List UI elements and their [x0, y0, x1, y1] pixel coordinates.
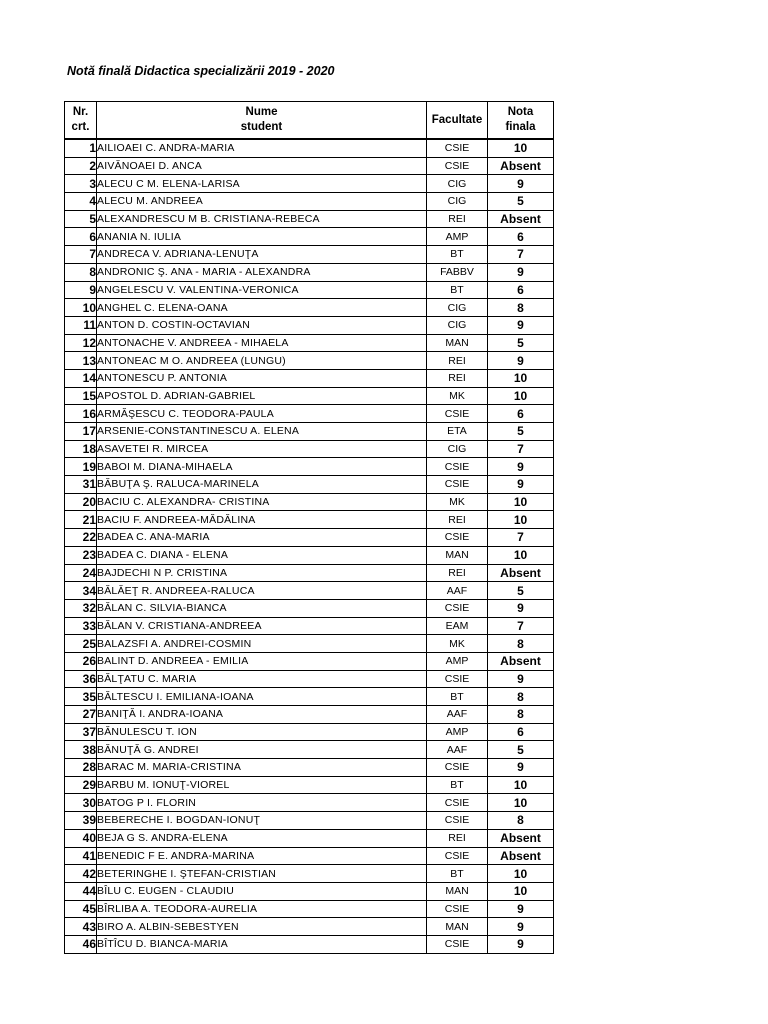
- table-row: [65, 387, 554, 405]
- final-grade: 5: [488, 741, 554, 759]
- faculty-code: AMP: [427, 652, 488, 670]
- row-number: 2: [65, 157, 97, 175]
- table-row: [65, 316, 554, 334]
- table-row: [65, 405, 554, 423]
- table-row: [65, 847, 554, 865]
- student-name: ANANIA N. IULIA: [97, 228, 427, 246]
- faculty-code: CIG: [427, 316, 488, 334]
- row-number: 21: [65, 511, 97, 529]
- table-row: [65, 652, 554, 670]
- student-name: BEJA G S. ANDRA-ELENA: [97, 829, 427, 847]
- table-row: [65, 139, 554, 157]
- final-grade: 10: [488, 369, 554, 387]
- row-number: 29: [65, 776, 97, 794]
- final-grade: Absent: [488, 847, 554, 865]
- row-number: 20: [65, 493, 97, 511]
- row-number: 23: [65, 546, 97, 564]
- header-grade: Nota finala: [488, 102, 554, 140]
- faculty-code: BT: [427, 865, 488, 883]
- table-row: [65, 440, 554, 458]
- row-number: 38: [65, 741, 97, 759]
- row-number: 17: [65, 423, 97, 441]
- final-grade: 8: [488, 299, 554, 317]
- student-name: BADEA C. ANA-MARIA: [97, 529, 427, 547]
- row-number: 8: [65, 263, 97, 281]
- final-grade: 5: [488, 423, 554, 441]
- faculty-code: AMP: [427, 228, 488, 246]
- row-number: 16: [65, 405, 97, 423]
- header-name: Nume student: [97, 102, 427, 140]
- row-number: 28: [65, 759, 97, 777]
- final-grade: 10: [488, 865, 554, 883]
- faculty-code: REI: [427, 369, 488, 387]
- final-grade: 5: [488, 582, 554, 600]
- student-name: BALAZSFI A. ANDREI-COSMIN: [97, 635, 427, 653]
- table-row: [65, 281, 554, 299]
- table-row: [65, 193, 554, 211]
- final-grade: 6: [488, 281, 554, 299]
- student-name: BAJDECHI N P. CRISTINA: [97, 564, 427, 582]
- faculty-code: AMP: [427, 723, 488, 741]
- row-number: 24: [65, 564, 97, 582]
- final-grade: 9: [488, 263, 554, 281]
- table-row: [65, 228, 554, 246]
- table-row: [65, 812, 554, 830]
- table-row: [65, 635, 554, 653]
- table-row: [65, 263, 554, 281]
- faculty-code: CSIE: [427, 759, 488, 777]
- faculty-code: EAM: [427, 617, 488, 635]
- student-name: ANGHEL C. ELENA-OANA: [97, 299, 427, 317]
- row-number: 32: [65, 599, 97, 617]
- student-name: BALINT D. ANDREEA - EMILIA: [97, 652, 427, 670]
- table-row: [65, 794, 554, 812]
- row-number: 34: [65, 582, 97, 600]
- final-grade: Absent: [488, 210, 554, 228]
- table-row: [65, 829, 554, 847]
- final-grade: 7: [488, 440, 554, 458]
- student-name: BARBU M. IONUŢ-VIOREL: [97, 776, 427, 794]
- row-number: 31: [65, 476, 97, 494]
- faculty-code: CSIE: [427, 847, 488, 865]
- final-grade: 8: [488, 635, 554, 653]
- final-grade: 9: [488, 599, 554, 617]
- table-row: [65, 369, 554, 387]
- final-grade: 10: [488, 776, 554, 794]
- faculty-code: MK: [427, 387, 488, 405]
- faculty-code: CSIE: [427, 458, 488, 476]
- final-grade: 9: [488, 918, 554, 936]
- student-name: BĂLĂEŢ R. ANDREEA-RALUCA: [97, 582, 427, 600]
- table-row: [65, 529, 554, 547]
- row-number: 4: [65, 193, 97, 211]
- student-name: BACIU F. ANDREEA-MĂDĂLINA: [97, 511, 427, 529]
- row-number: 37: [65, 723, 97, 741]
- student-name: BĂLTESCU I. EMILIANA-IOANA: [97, 688, 427, 706]
- table-row: [65, 299, 554, 317]
- table-row: [65, 900, 554, 918]
- faculty-code: BT: [427, 688, 488, 706]
- student-name: ALEXANDRESCU M B. CRISTIANA-REBECA: [97, 210, 427, 228]
- faculty-code: CSIE: [427, 139, 488, 157]
- row-number: 30: [65, 794, 97, 812]
- faculty-code: ETA: [427, 423, 488, 441]
- faculty-code: AAF: [427, 582, 488, 600]
- student-name: BARAC M. MARIA-CRISTINA: [97, 759, 427, 777]
- student-name: BĂNUŢĂ G. ANDREI: [97, 741, 427, 759]
- final-grade: 9: [488, 900, 554, 918]
- header-nr: Nr. crt.: [65, 102, 97, 140]
- final-grade: 10: [488, 511, 554, 529]
- final-grade: 10: [488, 546, 554, 564]
- student-name: BĂNULESCU T. ION: [97, 723, 427, 741]
- faculty-code: MAN: [427, 334, 488, 352]
- row-number: 39: [65, 812, 97, 830]
- faculty-code: CIG: [427, 299, 488, 317]
- final-grade: Absent: [488, 564, 554, 582]
- student-name: BĂLŢATU C. MARIA: [97, 670, 427, 688]
- table-row: [65, 157, 554, 175]
- table-row: [65, 476, 554, 494]
- table-row: [65, 670, 554, 688]
- faculty-code: BT: [427, 246, 488, 264]
- row-number: 15: [65, 387, 97, 405]
- row-number: 43: [65, 918, 97, 936]
- row-number: 33: [65, 617, 97, 635]
- row-number: 14: [65, 369, 97, 387]
- table-row: [65, 493, 554, 511]
- row-number: 41: [65, 847, 97, 865]
- final-grade: 8: [488, 706, 554, 724]
- table-row: [65, 723, 554, 741]
- table-row: [65, 511, 554, 529]
- faculty-code: BT: [427, 776, 488, 794]
- faculty-code: CSIE: [427, 794, 488, 812]
- student-name: BÎTÎCU D. BIANCA-MARIA: [97, 935, 427, 953]
- row-number: 27: [65, 706, 97, 724]
- student-name: ANDRECA V. ADRIANA-LENUŢA: [97, 246, 427, 264]
- student-name: ARMĂŞESCU C. TEODORA-PAULA: [97, 405, 427, 423]
- table-row: [65, 423, 554, 441]
- table-row: [65, 210, 554, 228]
- final-grade: 10: [488, 139, 554, 157]
- row-number: 26: [65, 652, 97, 670]
- final-grade: 9: [488, 670, 554, 688]
- faculty-code: MK: [427, 635, 488, 653]
- table-row: [65, 334, 554, 352]
- row-number: 10: [65, 299, 97, 317]
- row-number: 19: [65, 458, 97, 476]
- final-grade: 9: [488, 352, 554, 370]
- row-number: 22: [65, 529, 97, 547]
- student-name: BADEA C. DIANA - ELENA: [97, 546, 427, 564]
- faculty-code: REI: [427, 352, 488, 370]
- student-name: BANIŢĂ I. ANDRA-IOANA: [97, 706, 427, 724]
- row-number: 5: [65, 210, 97, 228]
- final-grade: 9: [488, 935, 554, 953]
- final-grade: 10: [488, 493, 554, 511]
- table-row: [65, 617, 554, 635]
- faculty-code: BT: [427, 281, 488, 299]
- table-row: [65, 458, 554, 476]
- final-grade: 8: [488, 812, 554, 830]
- final-grade: 9: [488, 476, 554, 494]
- table-row: [65, 741, 554, 759]
- table-row: [65, 175, 554, 193]
- student-name: ANTON D. COSTIN-OCTAVIAN: [97, 316, 427, 334]
- row-number: 1: [65, 139, 97, 157]
- final-grade: 10: [488, 882, 554, 900]
- row-number: 45: [65, 900, 97, 918]
- faculty-code: CSIE: [427, 900, 488, 918]
- row-number: 12: [65, 334, 97, 352]
- table-row: [65, 564, 554, 582]
- table-header-row: [65, 102, 554, 140]
- table-row: [65, 352, 554, 370]
- faculty-code: AAF: [427, 741, 488, 759]
- table-body: [65, 139, 554, 953]
- row-number: 40: [65, 829, 97, 847]
- faculty-code: MAN: [427, 546, 488, 564]
- faculty-code: FABBV: [427, 263, 488, 281]
- student-name: APOSTOL D. ADRIAN-GABRIEL: [97, 387, 427, 405]
- faculty-code: MAN: [427, 918, 488, 936]
- final-grade: 6: [488, 228, 554, 246]
- final-grade: 5: [488, 334, 554, 352]
- table-row: [65, 918, 554, 936]
- student-name: BÎRLIBA A. TEODORA-AURELIA: [97, 900, 427, 918]
- student-name: BABOI M. DIANA-MIHAELA: [97, 458, 427, 476]
- grades-table: [64, 101, 554, 954]
- table-row: [65, 599, 554, 617]
- row-number: 13: [65, 352, 97, 370]
- row-number: 9: [65, 281, 97, 299]
- student-name: BÎLU C. EUGEN - CLAUDIU: [97, 882, 427, 900]
- header-faculty: Facultate: [427, 102, 488, 140]
- row-number: 35: [65, 688, 97, 706]
- student-name: BĂLAN V. CRISTIANA-ANDREEA: [97, 617, 427, 635]
- table-row: [65, 935, 554, 953]
- student-name: ALECU C M. ELENA-LARISA: [97, 175, 427, 193]
- student-name: ANTONEAC M O. ANDREEA (LUNGU): [97, 352, 427, 370]
- row-number: 25: [65, 635, 97, 653]
- table-row: [65, 776, 554, 794]
- final-grade: 7: [488, 529, 554, 547]
- table-row: [65, 582, 554, 600]
- final-grade: 8: [488, 688, 554, 706]
- document-title: Notă finală Didactica specializării 2019 - 2020: [67, 64, 335, 78]
- table-row: [65, 546, 554, 564]
- final-grade: Absent: [488, 652, 554, 670]
- final-grade: 9: [488, 175, 554, 193]
- row-number: 42: [65, 865, 97, 883]
- faculty-code: REI: [427, 829, 488, 847]
- row-number: 11: [65, 316, 97, 334]
- student-name: ASAVETEI R. MIRCEA: [97, 440, 427, 458]
- student-name: AILIOAEI C. ANDRA-MARIA: [97, 139, 427, 157]
- faculty-code: CIG: [427, 193, 488, 211]
- table-row: [65, 246, 554, 264]
- row-number: 3: [65, 175, 97, 193]
- faculty-code: MK: [427, 493, 488, 511]
- faculty-code: CSIE: [427, 157, 488, 175]
- student-name: ANGELESCU V. VALENTINA-VERONICA: [97, 281, 427, 299]
- faculty-code: CSIE: [427, 529, 488, 547]
- row-number: 6: [65, 228, 97, 246]
- faculty-code: REI: [427, 511, 488, 529]
- table-row: [65, 882, 554, 900]
- student-name: ANTONESCU P. ANTONIA: [97, 369, 427, 387]
- student-name: AIVĂNOAEI D. ANCA: [97, 157, 427, 175]
- row-number: 7: [65, 246, 97, 264]
- table-row: [65, 706, 554, 724]
- student-name: ANDRONIC Ş. ANA - MARIA - ALEXANDRA: [97, 263, 427, 281]
- student-name: BENEDIC F E. ANDRA-MARINA: [97, 847, 427, 865]
- final-grade: 6: [488, 723, 554, 741]
- final-grade: 10: [488, 387, 554, 405]
- faculty-code: REI: [427, 564, 488, 582]
- final-grade: 9: [488, 316, 554, 334]
- table-row: [65, 759, 554, 777]
- faculty-code: CSIE: [427, 405, 488, 423]
- faculty-code: REI: [427, 210, 488, 228]
- final-grade: 5: [488, 193, 554, 211]
- faculty-code: AAF: [427, 706, 488, 724]
- faculty-code: CSIE: [427, 935, 488, 953]
- student-name: BACIU C. ALEXANDRA- CRISTINA: [97, 493, 427, 511]
- faculty-code: CSIE: [427, 670, 488, 688]
- student-name: BETERINGHE I. ŞTEFAN-CRISTIAN: [97, 865, 427, 883]
- row-number: 36: [65, 670, 97, 688]
- row-number: 46: [65, 935, 97, 953]
- faculty-code: MAN: [427, 882, 488, 900]
- faculty-code: CIG: [427, 175, 488, 193]
- faculty-code: CIG: [427, 440, 488, 458]
- final-grade: Absent: [488, 157, 554, 175]
- student-name: ANTONACHE V. ANDREEA - MIHAELA: [97, 334, 427, 352]
- final-grade: 7: [488, 617, 554, 635]
- faculty-code: CSIE: [427, 812, 488, 830]
- faculty-code: CSIE: [427, 599, 488, 617]
- faculty-code: CSIE: [427, 476, 488, 494]
- row-number: 18: [65, 440, 97, 458]
- student-name: BĂLAN C. SILVIA-BIANCA: [97, 599, 427, 617]
- final-grade: 9: [488, 458, 554, 476]
- final-grade: 7: [488, 246, 554, 264]
- final-grade: 10: [488, 794, 554, 812]
- student-name: BATOG P I. FLORIN: [97, 794, 427, 812]
- student-name: ARSENIE-CONSTANTINESCU A. ELENA: [97, 423, 427, 441]
- final-grade: 6: [488, 405, 554, 423]
- student-name: ALECU M. ANDREEA: [97, 193, 427, 211]
- student-name: BIRO A. ALBIN-SEBESTYEN: [97, 918, 427, 936]
- student-name: BĂBUŢA Ş. RALUCA-MARINELA: [97, 476, 427, 494]
- row-number: 44: [65, 882, 97, 900]
- table-row: [65, 865, 554, 883]
- student-name: BEBERECHE I. BOGDAN-IONUŢ: [97, 812, 427, 830]
- final-grade: 9: [488, 759, 554, 777]
- table-row: [65, 688, 554, 706]
- final-grade: Absent: [488, 829, 554, 847]
